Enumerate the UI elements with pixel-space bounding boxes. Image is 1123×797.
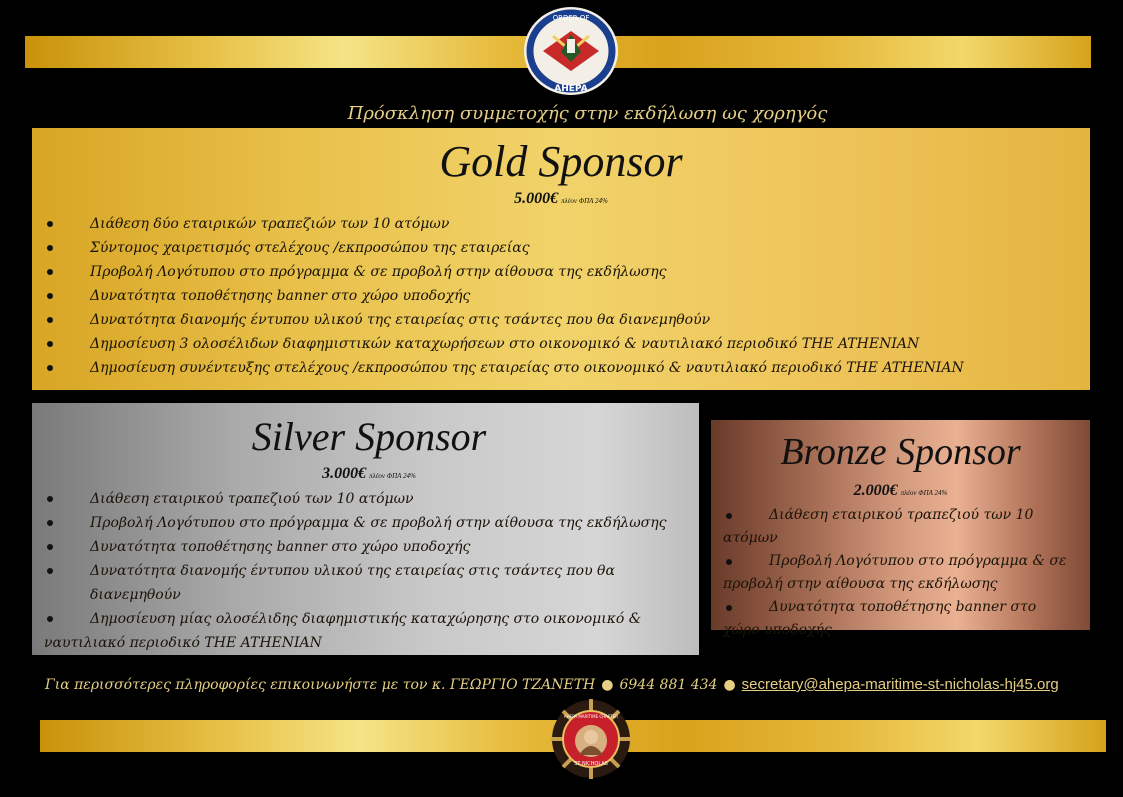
- bullet-dot-icon: ●: [601, 677, 614, 693]
- st-nicholas-chapter-emblem: [551, 699, 631, 779]
- list-item: Διάθεση εταιρικού τραπεζιού των 10 ατόμων: [32, 487, 672, 511]
- silver-sponsor-panel: [32, 403, 699, 655]
- list-item: Δημοσίευση συνέντευξης στελέχους /εκπροσώπου της εταιρείας στο οικονομικό & ναυτιλιακό περιοδικό THE ATHENIAN: [32, 356, 964, 380]
- list-item: Προβολή Λογότυπου στο πρόγραμμα & σε προβολή στην αίθουσα της εκδήλωσης: [32, 260, 964, 284]
- bronze-price-value: 2.000€: [853, 482, 898, 499]
- list-item: Διάθεση δύο εταιρικών τραπεζιών των 10 ατόμων: [32, 212, 964, 236]
- svg-text:AHEPA MARITIME CHAPTER: AHEPA MARITIME CHAPTER: [563, 714, 619, 719]
- list-item: Δυνατότητα διανομής έντυπου υλικού της εταιρείας στις τσάντες που θα διανεμηθούν: [32, 559, 672, 607]
- contact-text: Για περισσότερες πληροφορίες επικοινωνήστε με τον κ. ΓΕΩΡΓΙΟ ΤΖΑΝΕΤΗ: [45, 677, 596, 693]
- bronze-title: Bronze Sponsor: [780, 431, 1021, 473]
- contact-line: [45, 676, 1105, 693]
- gold-title: Gold Sponsor: [439, 137, 683, 186]
- list-item: Δυνατότητα τοποθέτησης banner στο χώρο υποδοχής: [711, 596, 1071, 642]
- gold-price-value: 5.000€: [514, 190, 559, 207]
- svg-text:ST NICHOLAS: ST NICHOLAS: [574, 761, 608, 767]
- gold-vat-note: πλέον ΦΠΑ 24%: [561, 197, 608, 205]
- list-item: Δυνατότητα τοποθέτησης banner στο χώρο υποδοχής: [32, 535, 672, 559]
- gold-price: [32, 190, 1090, 208]
- list-item: Προβολή Λογότυπου στο πρόγραμμα & σε προβολή στην αίθουσα της εκδήλωσης: [711, 550, 1071, 596]
- svg-text:AHEPA: AHEPA: [554, 84, 588, 94]
- gold-benefits-list: [32, 212, 964, 380]
- contact-phone[interactable]: 6944 881 434: [619, 677, 718, 693]
- list-item: Δημοσίευση 3 ολοσέλιδων διαφημιστικών καταχωρήσεων στο οικονομικό & ναυτιλιακό περιοδικό THE ATHENIAN: [32, 332, 964, 356]
- bronze-price: [711, 482, 1090, 500]
- bronze-vat-note: πλέον ΦΠΑ 24%: [900, 489, 948, 497]
- svg-text:ORDER OF: ORDER OF: [552, 14, 590, 22]
- list-item: Δυνατότητα τοποθέτησης banner στο χώρο υποδοχής: [32, 284, 964, 308]
- ahepa-emblem-logo: [523, 6, 619, 96]
- invitation-heading: Πρόσκληση συμμετοχής στην εκδήλωση ως χορηγός: [347, 103, 828, 124]
- gold-sponsor-panel: [32, 128, 1090, 390]
- silver-price-value: 3.000€: [322, 465, 367, 482]
- bronze-sponsor-panel: [711, 420, 1090, 638]
- silver-vat-note: πλέον ΦΠΑ 24%: [369, 472, 416, 480]
- list-item: Διάθεση εταιρικού τραπεζιού των 10 ατόμων: [711, 504, 1071, 550]
- silver-benefits-list: [32, 487, 672, 655]
- list-item: Προβολή Λογότυπου στο πρόγραμμα & σε προβολή στην αίθουσα της εκδήλωσης: [32, 511, 672, 535]
- silver-price: [32, 465, 706, 483]
- contact-email-link[interactable]: secretary@ahepa-maritime-st-nicholas-hj45.org: [741, 676, 1059, 693]
- bullet-dot-icon: ●: [723, 677, 736, 693]
- bronze-benefits-list: [711, 504, 1071, 642]
- list-item: Σύντομος χαιρετισμός στελέχους /εκπροσώπου της εταιρείας: [32, 236, 964, 260]
- list-item: Δημοσίευση μίας ολοσέλιδης διαφημιστικής καταχώρησης στο οικονομικό & ναυτιλιακό περιοδικό THE ATHENIAN: [32, 607, 672, 655]
- silver-title: Silver Sponsor: [251, 414, 487, 459]
- list-item: Δυνατότητα διανομής έντυπου υλικού της εταιρείας στις τσάντες που θα διανεμηθούν: [32, 308, 964, 332]
